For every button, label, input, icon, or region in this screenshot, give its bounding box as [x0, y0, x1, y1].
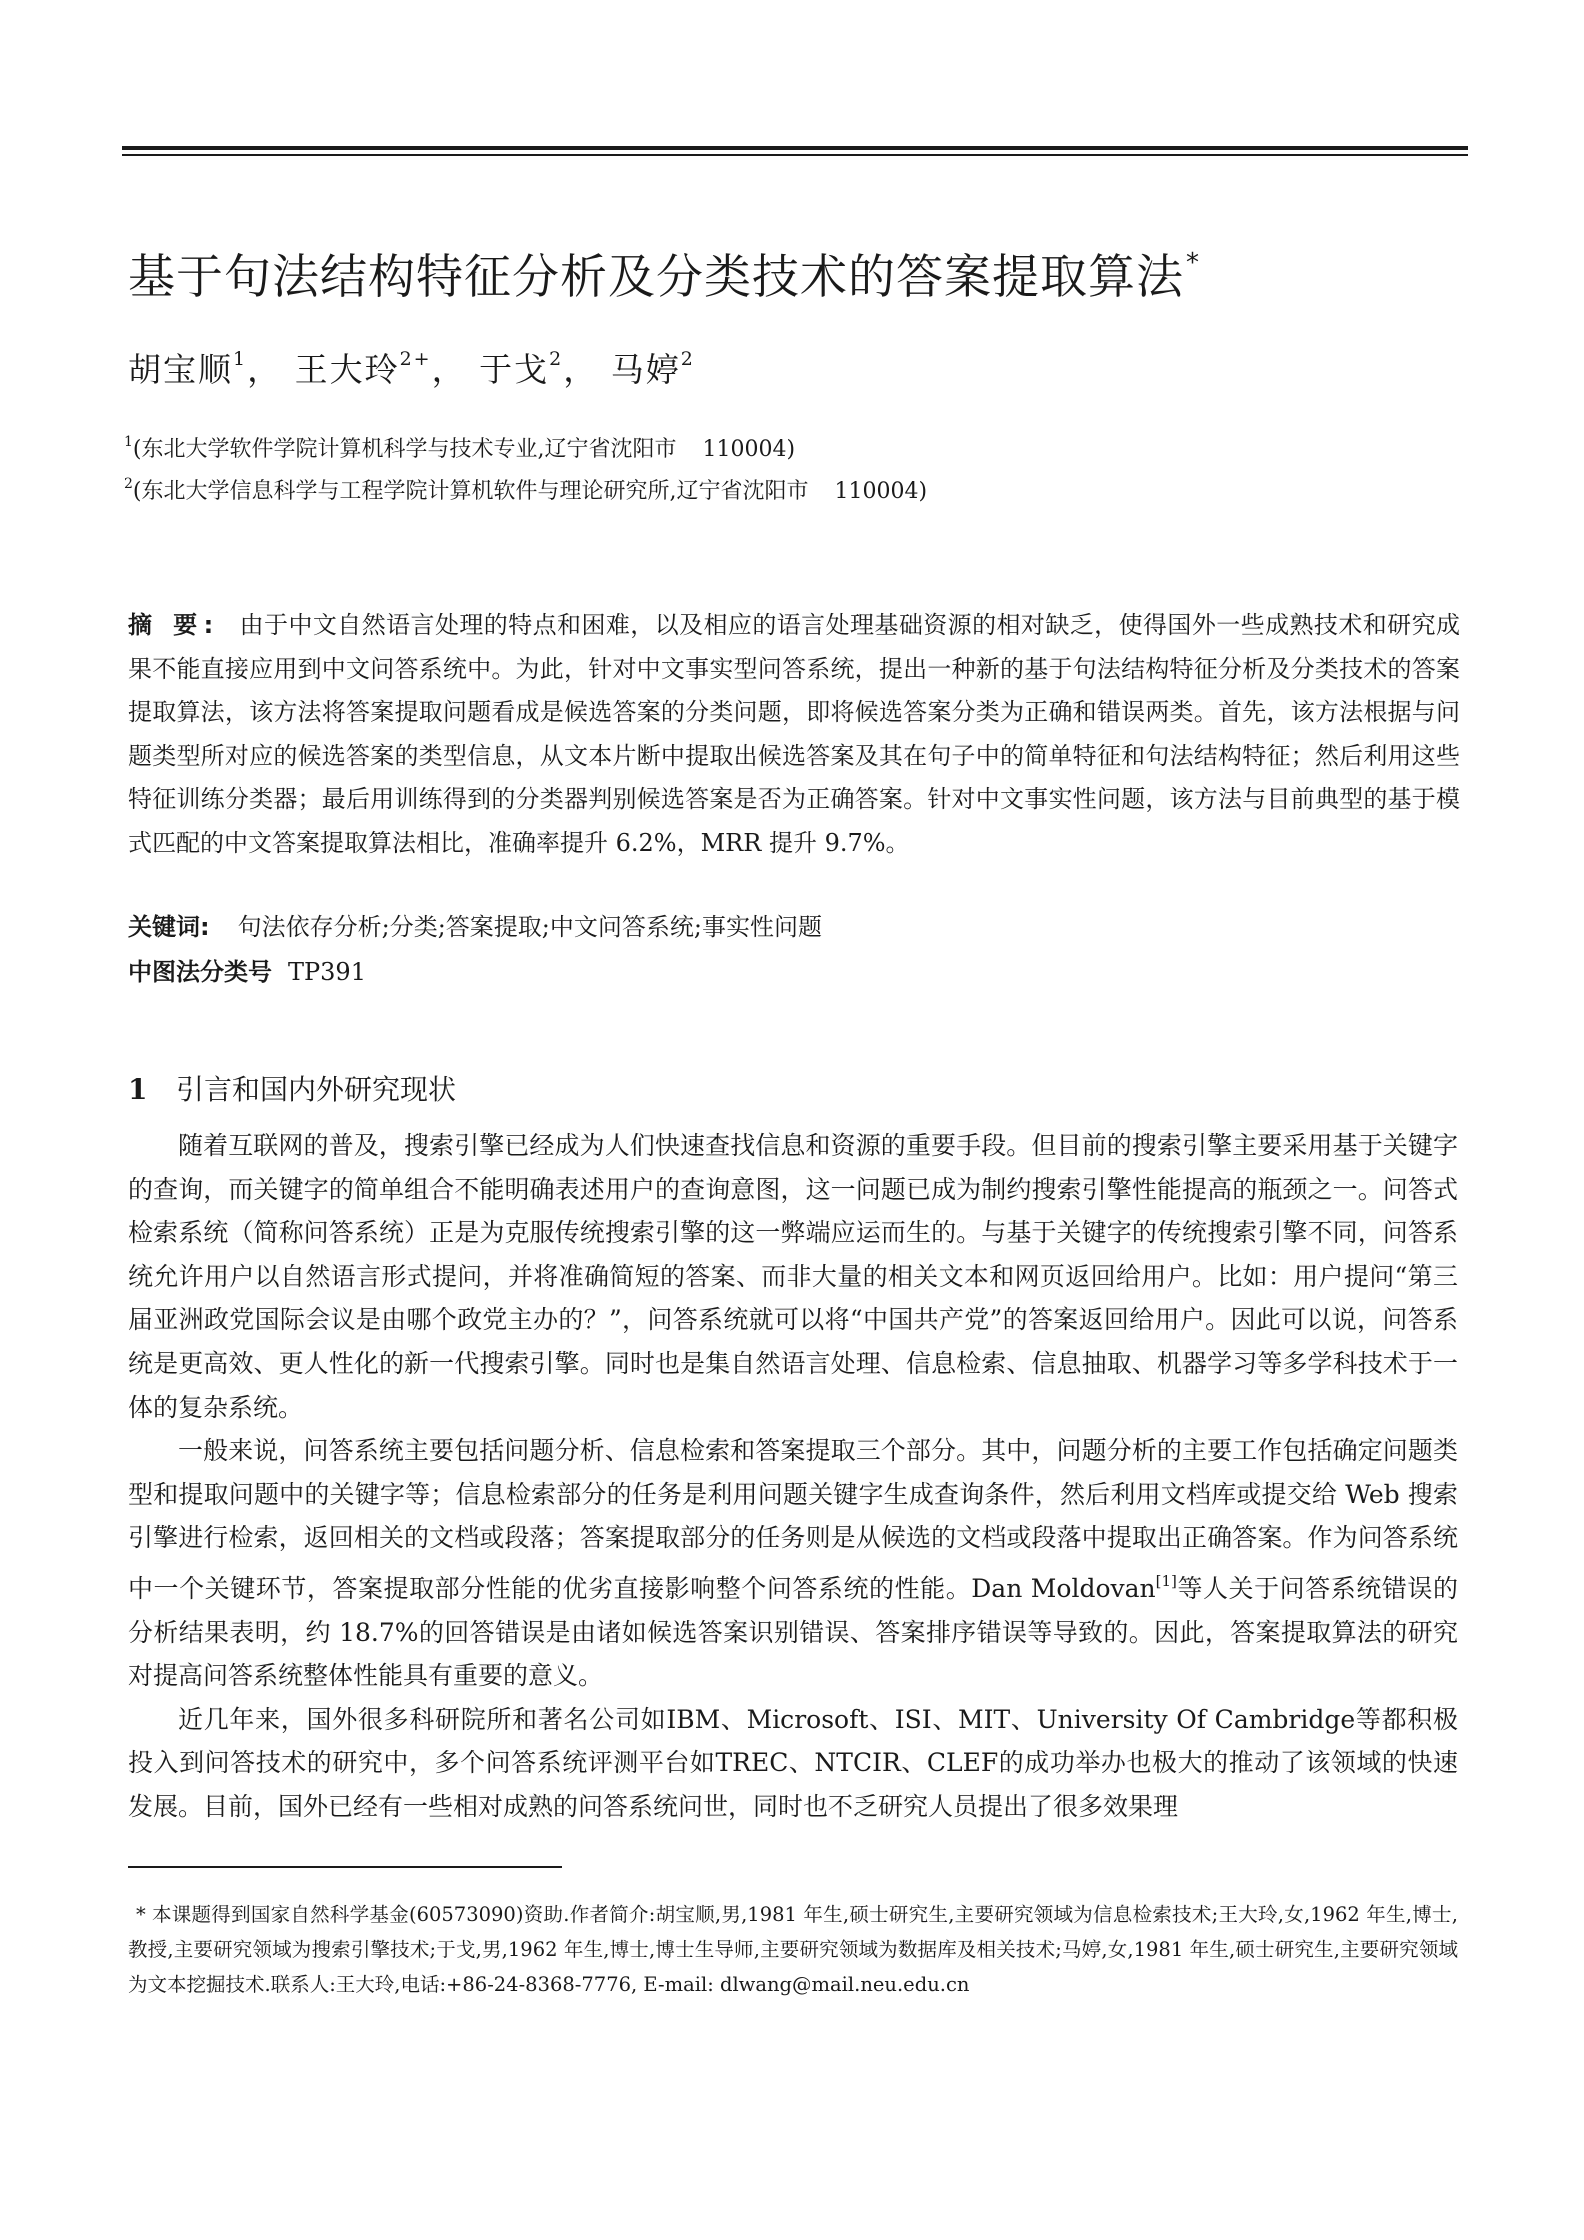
paragraph-text: 近几年来，国外很多科研院所和著名公司如IBM、Microsoft、ISI、MIT、University Of Cambridge等都积极投入到问答技术的研究中，多个问答系统评测平台如TREC、NTCIR、CLEF的成功举办也极大的推动了该领域的快速发展。目前，国外已经有一些相对成熟的问答系统问世，同时也不乏研究人员提出了很多效果理: [128, 1704, 1458, 1821]
section-body: [128, 1124, 1458, 1829]
header-rule-thin: [122, 154, 1468, 156]
affiliation-text: (东北大学软件学院计算机科学与技术专业,辽宁省沈阳市: [132, 437, 677, 462]
footnote-rule: [128, 1866, 562, 1868]
author-separator: ，: [563, 350, 599, 389]
paragraph-text: 一般来说，问答系统主要包括问题分析、信息检索和答案提取三个部分。其中，问题分析的主要工作包括确定问题类型和提取问题中的关键字等；信息检索部分的任务是利用问题关键字生成查询条件，然后利用文档库或提交给 Web 搜索引擎进行检索，返回相关的文档或段落；答案提取部分的任务则是从候选的文档或段落中提取出正确答案。作为问答系统中一个关键环节，答案提取部分性能的优劣直接影响整个问答系统的性能。Dan Moldovan: [128, 1436, 1458, 1603]
paragraph-text: 随着互联网的普及，搜索引擎已经成为人们快速查找信息和资源的重要手段。但目前的搜索引擎主要采用基于关键字的查询，而关键字的简单组合不能明确表述用户的查询意图，这一问题已成为制约搜索引擎性能提高的瓶颈之一。问答式检索系统（简称问答系统）正是为克服传统搜索引擎的这一弊端应运而生的。与基于关键字的传统搜索引擎不同，问答系统允许用户以自然语言形式提问，并将准确简短的答案、而非大量的相关文本和网页返回给用户。比如：用户提问“第三届亚洲政党国际会议是由哪个政党主办的？”，问答系统就可以将“中国共产党”的答案返回给用户。因此可以说，问答系统是更高效、更人性化的新一代搜索引擎。同时也是集自然语言处理、信息检索、信息抽取、机器学习等多学科技术于一体的复杂系统。: [128, 1131, 1458, 1422]
abstract-label: 摘 要:: [128, 611, 220, 639]
keywords-text: 句法依存分析;分类;答案提取;中文问答系统;事实性问题: [237, 913, 822, 941]
author-affil-mark: 1: [233, 348, 248, 370]
affiliation-1: [124, 432, 795, 463]
section-heading: [128, 1068, 456, 1108]
author-separator: ，: [247, 350, 283, 389]
abstract: [128, 604, 1460, 865]
author-affil-mark: 2: [549, 348, 564, 370]
paragraph-text: 等人关于问答系统错误的分析结果表明，约 18.7%的回答错误是由诸如候选答案识别错误、答案排序错误等导致的。因此，答案提取算法的研究对提高问答系统整体性能具有重要的意义。: [128, 1573, 1458, 1691]
author-affil-mark: 2+: [399, 348, 432, 370]
classification-label: 中图法分类号: [128, 958, 272, 986]
body-paragraph: [128, 1429, 1458, 1698]
classification: [128, 952, 366, 987]
body-paragraph: [128, 1698, 1458, 1829]
author-name: 王大玲: [294, 350, 400, 389]
header-rule-thick: [122, 146, 1468, 150]
paper-title: [128, 240, 1200, 307]
classification-value: TP391: [288, 958, 366, 986]
citation-link[interactable]: [1]: [1155, 1571, 1177, 1590]
author-name: 于戈: [479, 350, 550, 389]
author-list: [128, 344, 695, 391]
footnote: [128, 1897, 1458, 2002]
footnote-mark: *: [136, 1903, 146, 1926]
abstract-text: 由于中文自然语言处理的特点和困难，以及相应的语言处理基础资源的相对缺乏，使得国外一些成熟技术和研究成果不能直接应用到中文问答系统中。为此，针对中文事实型问答系统，提出一种新的基于句法结构特征分析及分类技术的答案提取算法，该方法将答案提取问题看成是候选答案的分类问题，即将候选答案分类为正确和错误两类。首先，该方法根据与问题类型所对应的候选答案的类型信息，从文本片断中提取出候选答案及其在句子中的简单特征和句法结构特征；然后利用这些特征训练分类器；最后用训练得到的分类器判别候选答案是否为正确答案。针对中文事实性问题，该方法与目前典型的基于模式匹配的中文答案提取算法相比，准确率提升 6.2%，MRR 提升 9.7%。: [128, 611, 1460, 857]
footnote-text: 本课题得到国家自然科学基金(60573090)资助.作者简介:胡宝顺,男,1981 年生,硕士研究生,主要研究领域为信息检索技术;王大玲,女,1962 年生,博士,教授,主要研究领域为搜索引擎技术;于戈,男,1962 年生,博士,博士生导师,主要研究领域为数据库及相关技术;马婷,女,1981 年生,硕士研究生,主要研究领域为文本挖掘技术.联系人:王大玲,电话:+86-24-8368-7776, E-mail: dlwang@mail.neu.edu.cn: [128, 1903, 1458, 1996]
postal-code: 110004): [702, 437, 796, 462]
author-separator: ，: [431, 350, 467, 389]
postal-code: 110004): [834, 479, 928, 504]
affiliation-mark: 2: [124, 476, 133, 492]
body-paragraph: [128, 1124, 1458, 1429]
author-name: 胡宝顺: [128, 350, 233, 389]
affiliation-mark: 1: [124, 434, 133, 450]
section-number: 1: [128, 1073, 148, 1106]
title-footnote-mark: *: [1186, 248, 1200, 278]
affiliation-text: (东北大学信息科学与工程学院计算机软件与理论研究所,辽宁省沈阳市: [132, 479, 809, 504]
keywords: [128, 907, 822, 942]
section-title: 引言和国内外研究现状: [176, 1073, 457, 1106]
author-affil-mark: 2: [680, 348, 695, 370]
author-name: 马婷: [610, 350, 681, 389]
title-text: 基于句法结构特征分析及分类技术的答案提取算法: [128, 250, 1184, 305]
affiliation-2: [124, 474, 927, 505]
keywords-label: 关键词:: [128, 913, 210, 941]
